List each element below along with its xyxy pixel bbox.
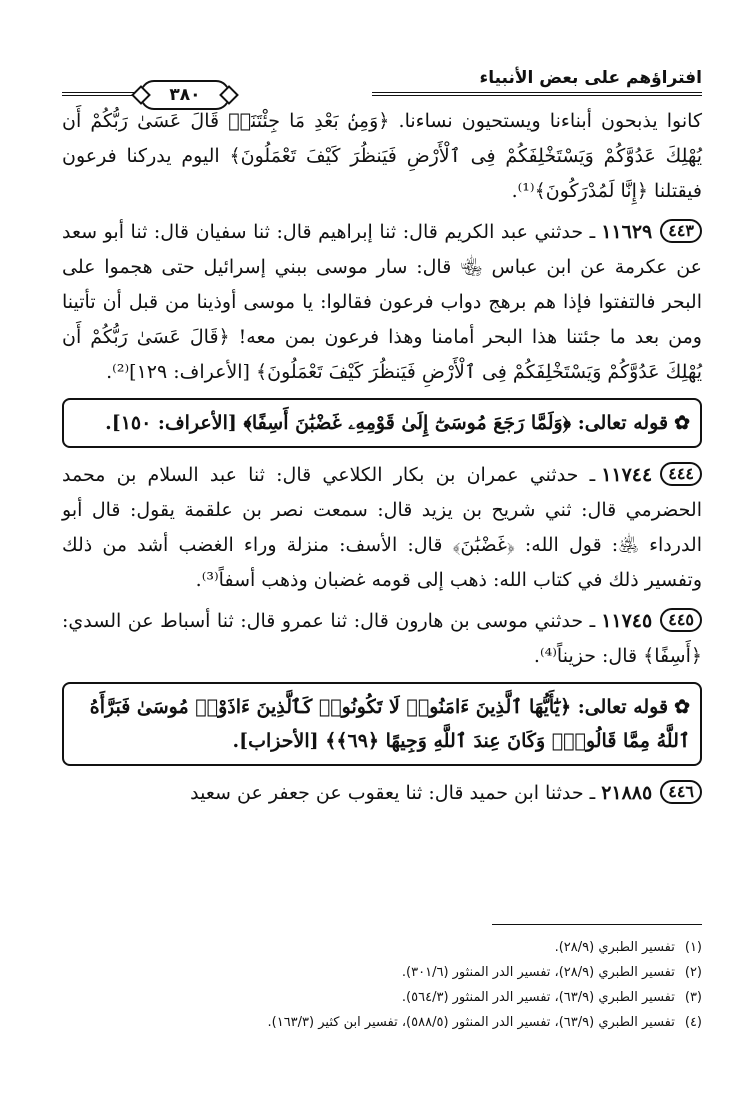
- hadith-number-badge: ٤٤٦: [660, 780, 702, 804]
- hadith-446: [62, 776, 702, 811]
- verse-box-1: [62, 398, 702, 448]
- header-rule-left: [62, 92, 134, 96]
- star-icon: ✿: [674, 412, 690, 434]
- page-number: ٣٨٠: [140, 80, 230, 110]
- footnote: (٣)تفسير الطبري (٦٣/٩)، تفسير الدر المنثور (٥٦٤/٣).: [401, 990, 702, 1005]
- star-icon: ✿: [674, 696, 690, 718]
- header-rule: [372, 92, 702, 96]
- page-header: [62, 52, 702, 104]
- paragraph-1: كانوا يذبحون أبناءنا ويستحيون نساءنا. ﴿وَمِنۢ بَعْدِ مَا جِئْتَنَاۚ قَالَ عَسَىٰ رَبُّكُمْ أَن يُهْلِكَ عَدُوَّكُمْ وَيَسْتَخْلِفَكُمْ فِى ٱلْأَرْضِ فَيَنظُرَ كَيْفَ تَعْمَلُونَ﴾ اليوم يدركنا فرعون فيقتلنا ﴿إِنَّا لَمُدْرَكُونَ﴾⁽¹⁾.: [62, 110, 702, 202]
- footnote: (١)تفسير الطبري (٢٨/٩).: [554, 940, 702, 955]
- hadith-id: ١١٧٤٤: [601, 464, 653, 486]
- verse-box-text: قوله تعالى: ﴿وَلَمَّا رَجَعَ مُوسَىٰٓ إِلَىٰ قَوْمِهِۦ غَضْبَٰنَ أَسِفًا﴾ [الأعراف: ١٥٠].: [105, 412, 669, 434]
- hadith-number-badge: ٤٤٥: [660, 608, 702, 632]
- hadith-445: [62, 604, 702, 674]
- running-title: افتراؤهم على بعض الأنبياء: [479, 68, 702, 88]
- hadith-text: ـ حدثني عبد الكريم قال: ثنا إبراهيم قال: ثنا سفيان: [195, 221, 596, 243]
- hadith-number-badge: ٤٤٣: [660, 219, 702, 243]
- hadith-id: ١١٧٤٥: [601, 610, 653, 632]
- verse-box-text: قوله تعالى: ﴿يَٰٓأَيُّهَا ٱلَّذِينَ ءَامَنُوا۟ لَا تَكُونُوا۟ كَٱلَّذِينَ ءَاذَوْا۟ مُوسَىٰ فَبَرَّأَهُ ٱللَّهُ مِمَّا قَالُوا۟ۚ وَكَانَ عِندَ ٱللَّهِ وَجِيهًا ﴿٦٩﴾﴾ [الأحزاب].: [89, 696, 690, 752]
- hadith-number-badge: ٤٤٤: [660, 462, 702, 486]
- hadith-text-cont: قال: ثنا أبو سعد عن عكرمة عن ابن عباس ﵄ قال: سار موسى ببني إسرائيل حتى هجموا على البحر فالتفتوا فإذا هم برهج دواب فرعون فقالوا: يا موسى أوذينا من قبل أن تأتينا ومن بعد ما جئتنا هذا البحر أمامنا وهذا فرعون بمن معه! ﴿قَالَ عَسَىٰ رَبُّكُمْ أَن يُهْلِكَ عَدُوَّكُمْ وَيَسْتَخْلِفَكُمْ فِى ٱلْأَرْضِ فَيَنظُرَ كَيْفَ تَعْمَلُونَ﴾ [الأعراف: ١٢٩]⁽²⁾.: [62, 221, 702, 383]
- footnote-rule: [492, 924, 702, 925]
- footnotes: [62, 924, 702, 1035]
- hadith-text: ـ حدثني عمران بن بكار الكلاعي قال: ثنا عبد السلام بن محمد الحضرمي قال: ثني شريح بن يزيد قال: سمعت نصر بن علقمة يقول: قال أبو الدرداء ﵁: قول الله: ﴿غَضْبَٰنَ﴾ قال: الأسف: منزلة وراء الغضب أشد من ذلك وتفسير ذلك في كتاب الله: ذهب إلى قومه غضبان وذهب أسفاً⁽³⁾.: [62, 464, 702, 591]
- hadith-444: [62, 458, 702, 598]
- footnote: (٢)تفسير الطبري (٢٨/٩)، تفسير الدر المنثور (٣٠١/٦).: [401, 965, 702, 980]
- page: [62, 52, 702, 1030]
- hadith-443: [62, 215, 702, 390]
- hadith-text: ـ حدثنا ابن حميد قال: ثنا يعقوب عن جعفر عن سعيد: [190, 782, 596, 804]
- verse-box-2: [62, 682, 702, 766]
- footnote: (٤)تفسير الطبري (٦٣/٩)، تفسير الدر المنثور (٥٨٨/٥)، تفسير ابن كثير (١٦٣/٣).: [267, 1015, 702, 1030]
- hadith-id: ١١٦٢٩: [601, 221, 653, 243]
- hadith-id: ٢١٨٨٥: [601, 782, 653, 804]
- hadith-text: ـ حدثني موسى بن هارون قال: ثنا عمرو قال: ثنا أسباط عن السدي: ﴿أَسِفًا﴾ قال: حزيناً⁽⁴⁾.: [62, 610, 702, 667]
